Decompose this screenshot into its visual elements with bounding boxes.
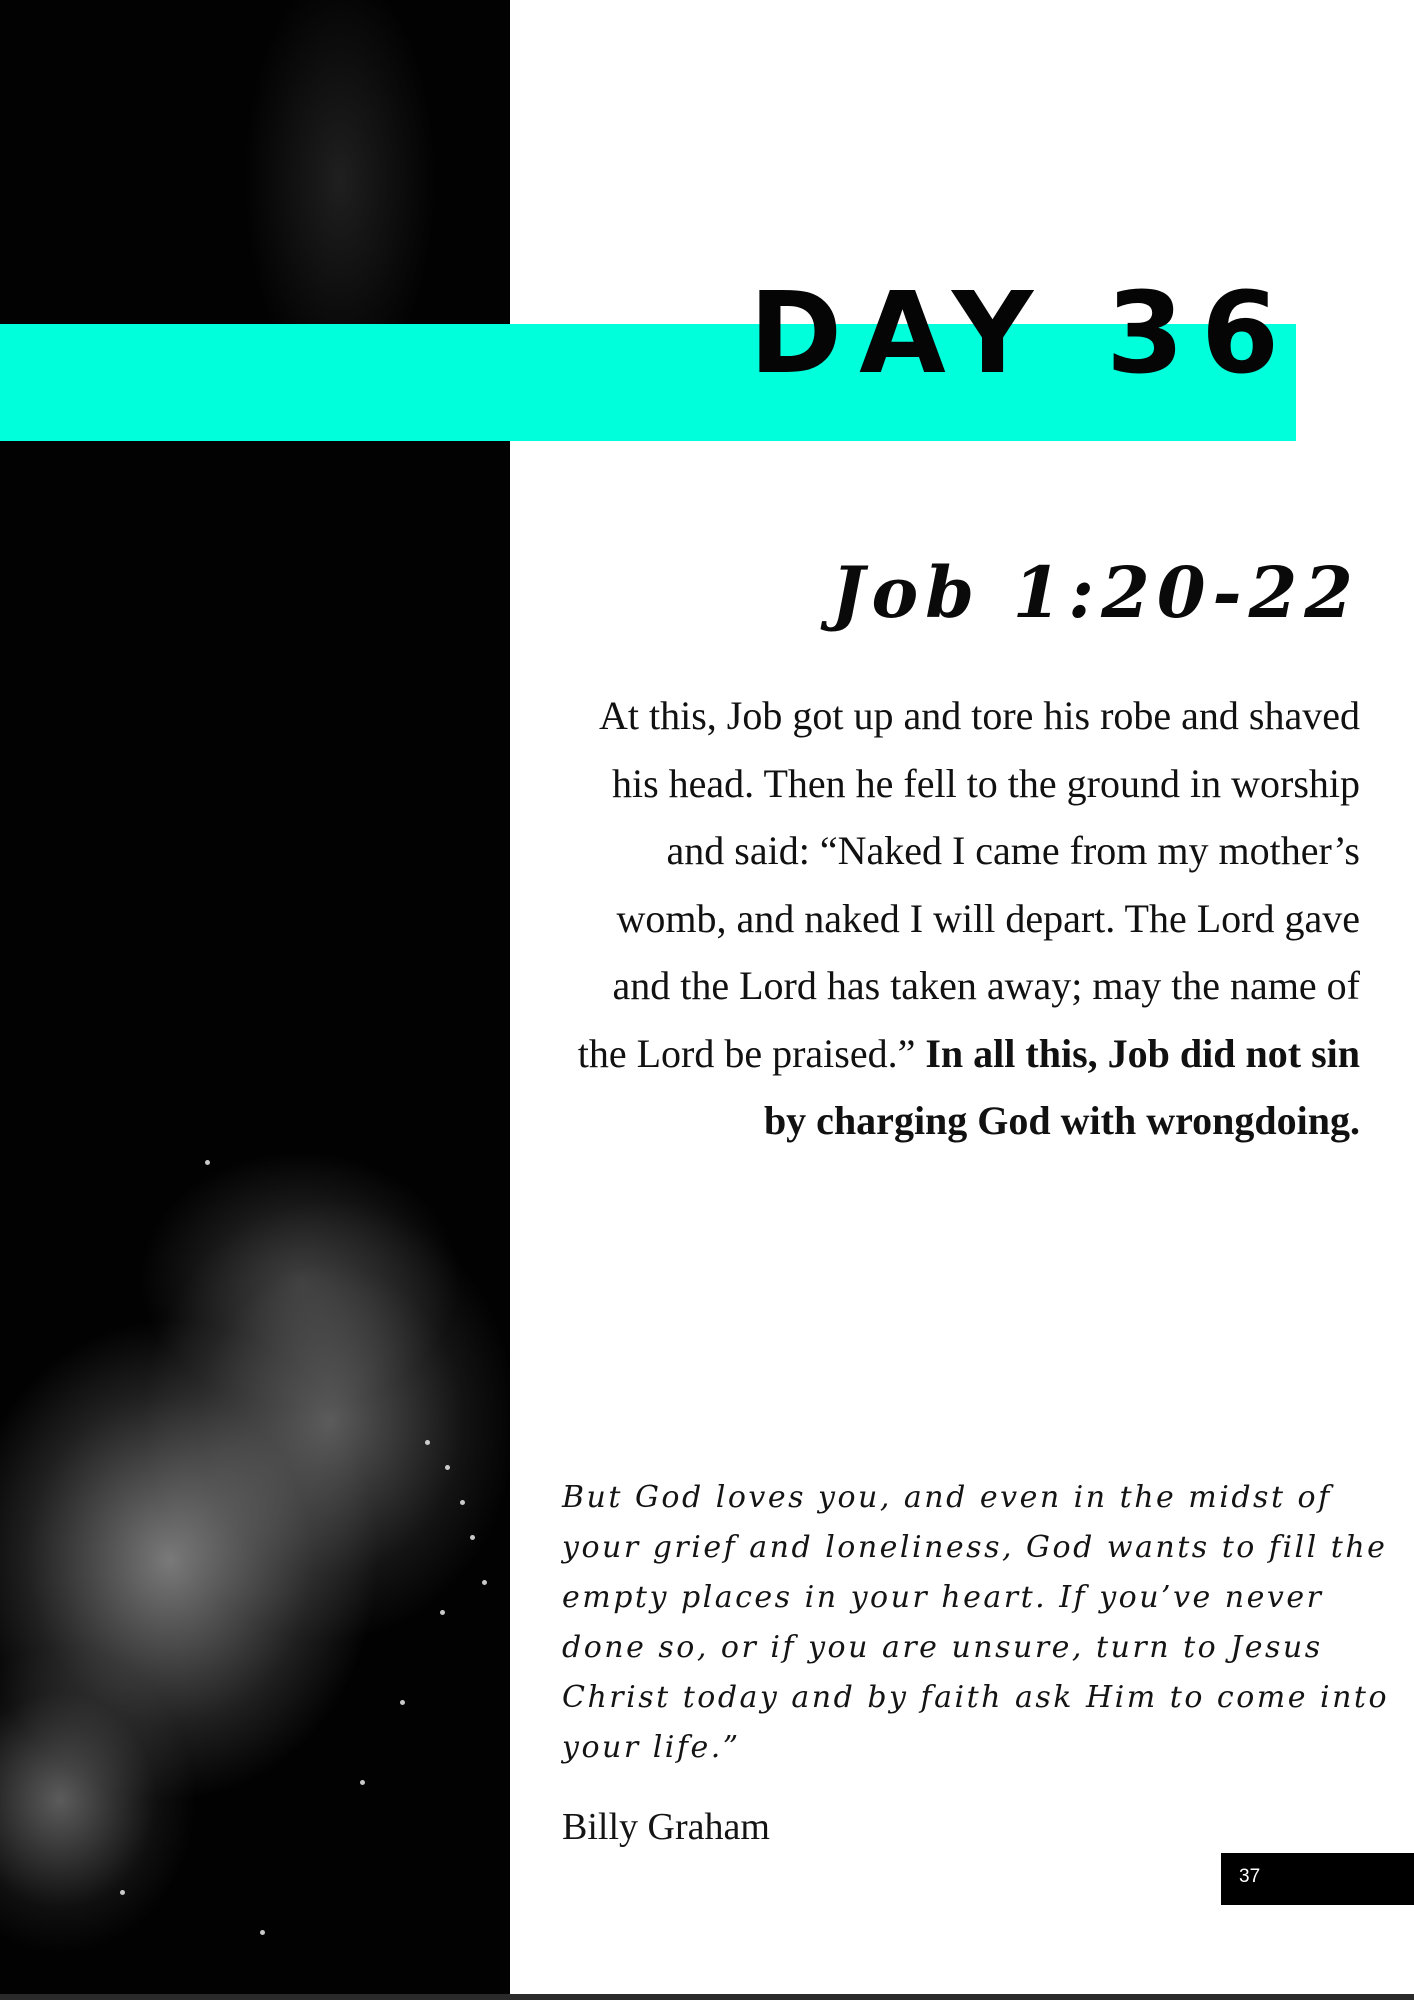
dust-speck (440, 1610, 445, 1615)
page-number-tab (1221, 1853, 1414, 1905)
dust-speck (445, 1465, 450, 1470)
page-number: 37 (1239, 1866, 1261, 1887)
dust-speck (360, 1780, 365, 1785)
dust-speck (470, 1535, 475, 1540)
dust-speck (460, 1500, 465, 1505)
scripture-text-bold: In all this, Job did not sin by charging God with wrongdoing. (763, 1030, 1360, 1143)
dust-cloud-photo (0, 0, 510, 2000)
bottom-edge (0, 1994, 1414, 2000)
quote-text: But God loves you, and even in the midst of your grief and loneliness, God wants to fill the empty places in your heart. If you’ve never done so, or if you are unsure, turn to Jesus Christ today and by faith ask Him to come into your life.” (562, 1480, 1390, 1765)
page-title: DAY 36 (749, 269, 1296, 399)
quote-author: Billy Graham (562, 1806, 770, 1848)
dust-speck (205, 1160, 210, 1165)
dust-speck (482, 1580, 487, 1585)
dust-speck (120, 1890, 125, 1895)
dust-speck (425, 1440, 430, 1445)
dust-speck (400, 1700, 405, 1705)
scripture-reference: Job 1:20-22 (831, 551, 1360, 634)
scripture-passage (560, 682, 1360, 1155)
scripture-text-regular: At this, Job got up and tore his robe and shaved his head. Then he fell to the ground in worship and said: “Naked I came from my mother’s womb, and naked I will depart. The Lord gave and the Lord has taken away; may the name of the Lord be praised.” (577, 693, 1360, 1076)
dust-speck (260, 1930, 265, 1935)
